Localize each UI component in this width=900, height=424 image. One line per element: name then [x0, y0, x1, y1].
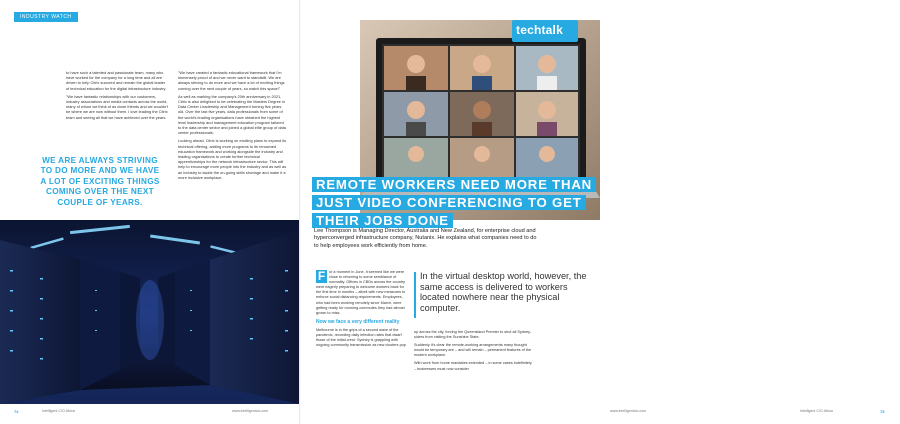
- paragraph: Suddenly it's clear the remote-working arrangements many thought would be temporary are – and will remain – permanent features of the modern workplace.: [414, 343, 532, 358]
- right-page: [300, 0, 885, 424]
- headline-text: REMOTE WORKERS NEED MORE THAN JUST VIDEO CONFERENCING TO GET THEIR JOBS DONE: [312, 177, 596, 228]
- pull-quote: WE ARE ALWAYS STRIVING TO DO MORE AND WE HAVE A LOT OF EXCITING THINGS COMING OVER THE NEXT COUPLE OF YEARS.: [40, 156, 160, 207]
- highlight-quote: In the virtual desktop world, however, the same access is delivered to workers located nowhere near the physical computer.: [420, 271, 587, 313]
- standfirst: Lee Thompson is Managing Director, Australia and New Zealand, for enterprise cloud and hyperconverged infrastructure company, Nutanix. He explains what companies need to do to help employees work efficiently from home.: [314, 228, 537, 249]
- paragraph: Looking ahead, Citrix is working on exciting plans to expand its technical offering, adding more programs to its renowned education framework and working alongside the industry and leading organisations to create further technical apprenticeships for the network infrastructure sector. This will help to encourage more people into the industry and as well as an industry to tackle the on-going skills shortage and make it a more inclusive workplace.: [178, 138, 287, 180]
- server-room-photo: [0, 220, 300, 404]
- footer-url: www.intelligentcio.com: [232, 409, 269, 413]
- paragraph: With work from home mandates extended – in some cases indefinitely – businesses must now consider: [414, 361, 532, 371]
- headline: [312, 176, 592, 230]
- quote-bar: [414, 272, 416, 318]
- paragraph: up across the city, forcing the Queensland Premier to shut all Sydney-siders from visiting the Sunshine State.: [414, 330, 532, 340]
- paragraph: As well as marking the company's 20th anniversary in 2021, Citrix is also delighted to be celebrating the Masters Degree in Data Center Leadership and Management turning five years old. Over the last five years, data professionals from some of the world's leading organisations have obtained the highest level leadership and management education program tailored to the data center sector and joined a global elite group of data center professionals.: [178, 93, 286, 136]
- right-column-a: [316, 270, 408, 351]
- magazine-name: Intelligent CIO Africa: [800, 409, 833, 413]
- paragraph: [316, 270, 408, 316]
- section-tag: INDUSTRY WATCH: [14, 12, 78, 22]
- page-number: 75: [880, 409, 885, 414]
- paragraph: to have such a talented and passionate team, many who have worked for the company for a long time and all are driven to help Citrix succeed and remain the global leader of technical education for the digital infrastructure industry.: [66, 70, 167, 91]
- subheading: Now we face a very different reality: [316, 318, 400, 325]
- magazine-name: Intelligent CIO Africa: [42, 409, 75, 413]
- left-page: [0, 0, 300, 424]
- drop-cap: F: [317, 269, 326, 283]
- paragraph: "We have created a fantastic educational framework that I'm immensely proud of and we never want to standstill. We are always striving to do more and we have a lot of exciting things coming over the next couple of years, so watch this space!": [178, 70, 285, 91]
- right-footer: [600, 406, 900, 418]
- paragraph: Melbourne is in the grips of a second wave of the pandemic, recording daily infection rates that dwarf those of the initial crest. Sydney is grappling with ongoing community transmission as new clusters pop: [316, 327, 406, 348]
- left-column-b: [178, 70, 288, 183]
- footer-url: www.intelligentcio.com: [610, 409, 647, 413]
- left-column-a: [66, 70, 168, 123]
- paragraph-text: or a moment in June, it seemed like we were close to returning to some semblance of normality. Offices in CBDs across the country were eagerly preparing to welcome workers back for the first time in months – albeit with new measures to enforce social distancing requirements. Employees, who had been working remotely since March, were getting ready for morning commutes they had almost grown to miss.: [316, 270, 406, 315]
- right-column-b: [414, 330, 532, 375]
- page-number: 74: [14, 409, 19, 414]
- logo-text: techtalk: [516, 23, 563, 37]
- techtalk-logo: [512, 20, 578, 42]
- paragraph: "We have fantastic relationships with our customers, industry associations and media contacts across the world, many of whom we think of as close friends and we wouldn't be where we are now without them. I love leading the Citrix team and seeing all that we have achieved over the years.: [66, 93, 168, 120]
- left-footer: [0, 406, 300, 418]
